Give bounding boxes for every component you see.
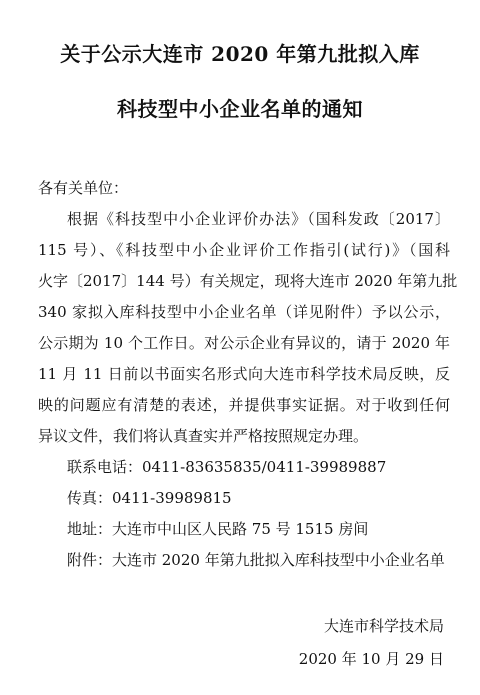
body-line-2: 115 号）、《科技型中小企业评价工作指引(试行)》（国科 xyxy=(38,241,450,259)
salutation: 各有关单位： xyxy=(38,179,129,197)
issuer-signature: 大连市科学技术局 xyxy=(323,617,444,635)
body-line-5: 公示期为 10 个工作日。对公示企业有异议的，请于 2020 年 xyxy=(38,334,450,352)
body-line-7: 映的问题应有清楚的表述，并提供事实证据。对于收到任何 xyxy=(38,396,450,414)
body-line-1: 根据《科技型中小企业评价办法》（国科发政〔2017〕 xyxy=(67,210,450,228)
issue-date: 2020 年 10 月 29 日 xyxy=(298,650,444,668)
notice-title-line-1: 关于公示大连市 2020 年第九批拟入库 xyxy=(60,42,420,66)
attachment-line: 附件：大连市 2020 年第九批拟入库科技型中小企业名单 xyxy=(67,551,445,569)
body-line-6: 11 月 11 日前以书面实名形式向大连市科学技术局反映，反 xyxy=(38,365,450,383)
body-line-3: 火字〔2017〕144 号）有关规定，现将大连市 2020 年第九批 xyxy=(38,272,458,290)
body-line-4: 340 家拟入库科技型中小企业名单（详见附件）予以公示， xyxy=(38,303,450,321)
notice-title-line-2: 科技型中小企业名单的通知 xyxy=(117,97,363,121)
body-line-8: 异议文件，我们将认真查实并严格按照规定办理。 xyxy=(38,427,369,445)
contact-phone: 联系电话：0411-83635835/0411-39989887 xyxy=(67,458,387,476)
contact-address: 地址：大连市中山区人民路 75 号 1515 房间 xyxy=(67,520,369,538)
contact-fax: 传真：0411-39989815 xyxy=(67,489,232,507)
